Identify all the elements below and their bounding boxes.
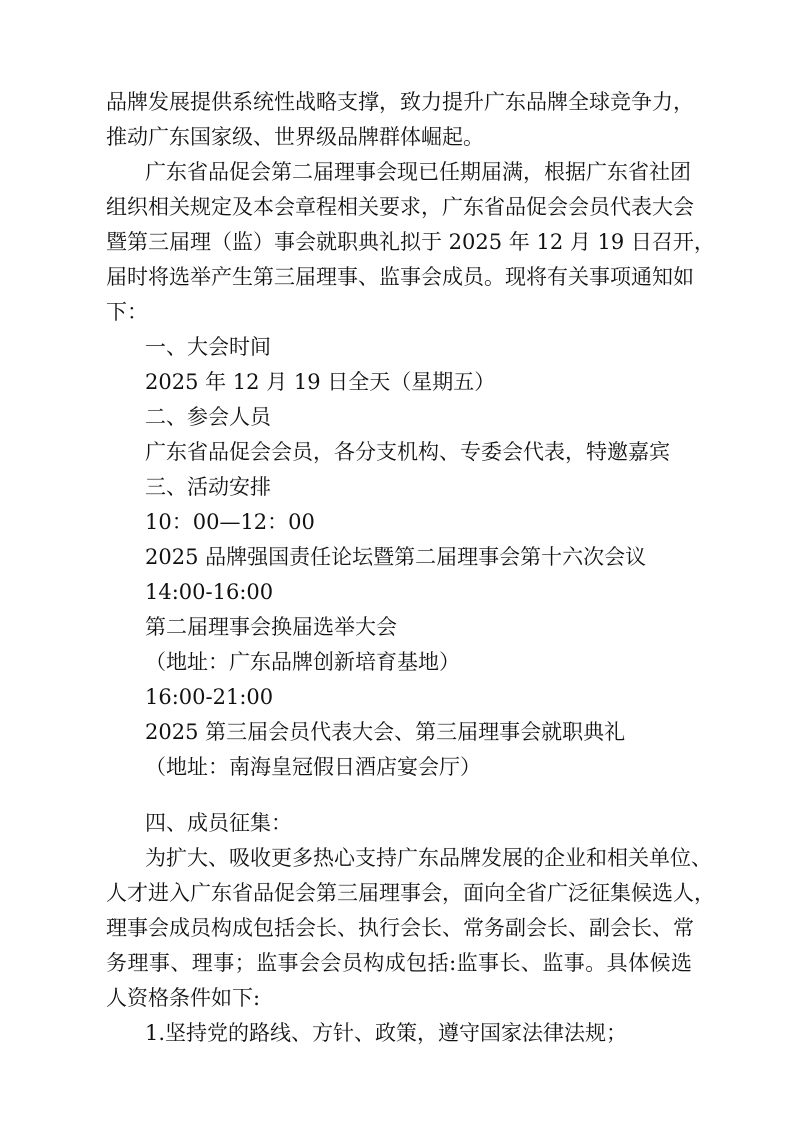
section-content: 2025 年 12 月 19 日全天（星期五） bbox=[145, 370, 496, 394]
paragraph-line: 下： bbox=[106, 300, 148, 324]
paragraph-line: 理事会成员构成包括会长、执行会长、常务副会长、副会长、常 bbox=[106, 916, 694, 940]
section-content: 广东省品促会会员，各分支机构、专委会代表，特邀嘉宾 bbox=[145, 440, 670, 464]
schedule-address: （地址：南海皇冠假日酒店宴会厅） bbox=[145, 755, 481, 779]
section-heading: 二、参会人员 bbox=[145, 405, 271, 429]
section-heading: 一、大会时间 bbox=[145, 335, 271, 359]
paragraph-line: 广东省品促会第二届理事会现已任期届满，根据广东省社团 bbox=[145, 160, 691, 184]
paragraph-line: 推动广东国家级、世界级品牌群体崛起。 bbox=[106, 125, 484, 149]
paragraph-line: 人才进入广东省品促会第三届理事会，面向全省广泛征集候选人， bbox=[106, 881, 715, 905]
paragraph-line: 务理事、理事；监事会会员构成包括:监事长、监事。具体候选 bbox=[106, 951, 692, 975]
schedule-time: 10：00—12：00 bbox=[145, 510, 315, 534]
schedule-event: 2025 品牌强国责任论坛暨第二届理事会第十六次会议 bbox=[145, 545, 647, 569]
paragraph-line: 人资格条件如下: bbox=[106, 986, 261, 1010]
list-item: 1.坚持党的路线、方针、政策，遵守国家法律法规； bbox=[145, 1021, 628, 1045]
schedule-event: 第二届理事会换届选举大会 bbox=[145, 615, 397, 639]
schedule-time: 16:00-21:00 bbox=[145, 685, 274, 709]
section-heading: 四、成员征集： bbox=[145, 811, 292, 835]
paragraph-line: 为扩大、吸收更多热心支持广东品牌发展的企业和相关单位、 bbox=[145, 846, 712, 870]
schedule-event: 2025 第三届会员代表大会、第三届理事会就职典礼 bbox=[145, 720, 626, 744]
paragraph-line: 暨第三届理（监）事会就职典礼拟于 2025 年 12 月 19 日召开， bbox=[106, 230, 715, 254]
schedule-time: 14:00-16:00 bbox=[145, 580, 274, 604]
paragraph-line: 组织相关规定及本会章程相关要求，广东省品促会会员代表大会 bbox=[106, 195, 694, 219]
paragraph-line: 品牌发展提供系统性战略支撑，致力提升广东品牌全球竞争力， bbox=[106, 90, 694, 114]
schedule-address: （地址：广东品牌创新培育基地） bbox=[145, 650, 460, 674]
section-heading: 三、活动安排 bbox=[145, 475, 271, 499]
paragraph-line: 届时将选举产生第三届理事、监事会成员。现将有关事项通知如 bbox=[106, 265, 694, 289]
